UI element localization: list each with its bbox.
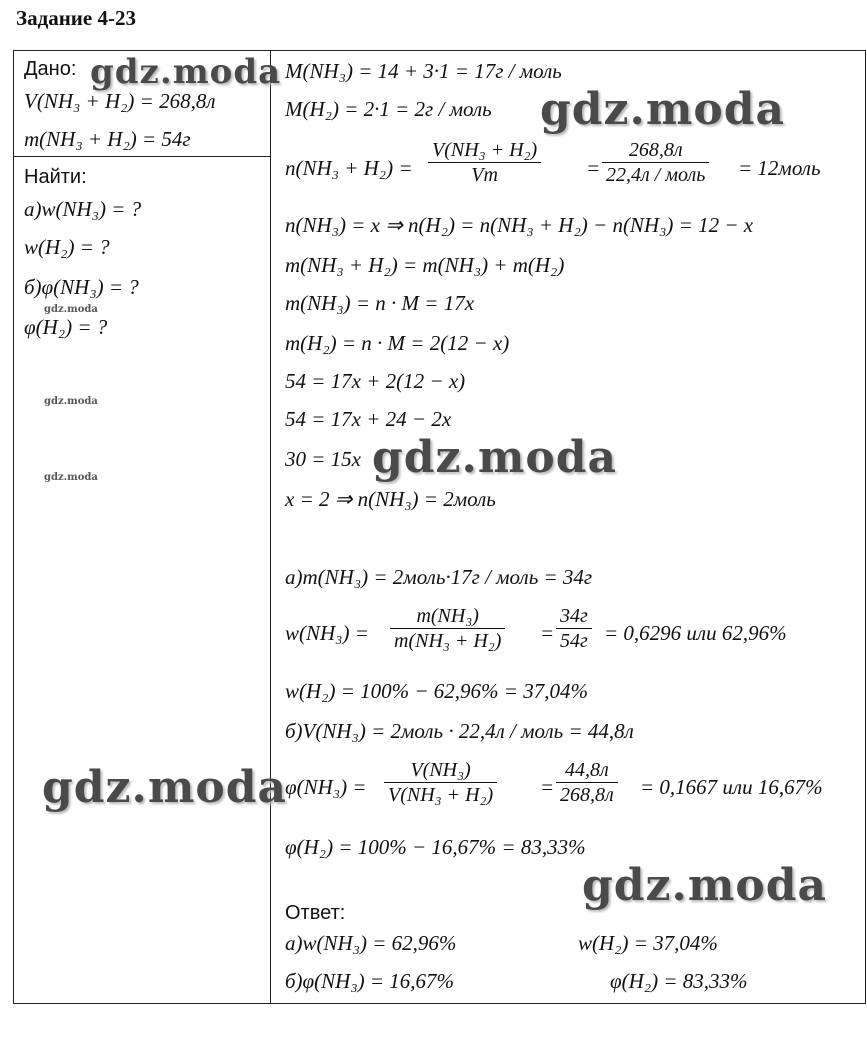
fraction-phi-nh3-values: [556, 758, 618, 807]
fraction-w-nh3-values: [556, 604, 592, 653]
solution-line-14: w(H₂) = 100% − 62,96% = 37,04%: [285, 679, 588, 703]
watermark-logo: gdz.moda: [42, 762, 288, 813]
solution-line-13-lhs: w(NH₃) =: [285, 621, 369, 645]
fraction-n-total-volume: [428, 138, 541, 187]
equals-sign: =: [540, 621, 555, 645]
fraction-denominator: 22,4л / моль: [606, 164, 706, 186]
answer-phi-nh3: б)φ(NH₃) = 16,67%: [285, 969, 455, 993]
given-label: Дано:: [24, 58, 77, 80]
fraction-denominator: 54г: [560, 630, 588, 652]
solution-line-12: а)m(NH₃) = 2моль·17г / моль = 34г: [285, 565, 593, 589]
watermark-logo: gdz.moda: [90, 52, 282, 92]
fraction-w-nh3: [390, 604, 505, 653]
fraction-phi-nh3: [384, 758, 497, 807]
solution-line-6: m(NH₃) = n · M = 17x: [285, 291, 475, 315]
watermark-logo: gdz.moda: [582, 860, 828, 911]
answer-w-h2: w(H₂) = 37,04%: [578, 931, 718, 955]
fraction-denominator: m(NH₃ + H₂): [394, 630, 502, 652]
fraction-denominator: V(NH₃ + H₂): [388, 784, 494, 806]
fraction-denominator: Vm: [471, 164, 498, 186]
fraction-numerator: V(NH₃ + H₂): [432, 139, 538, 161]
fraction-n-total-values: [602, 138, 709, 187]
watermark-logo: gdz.moda: [44, 396, 98, 407]
solution-line-9: 54 = 17x + 24 − 2x: [285, 407, 452, 431]
fraction-numerator: 268,8л: [628, 139, 683, 161]
solution-line-10: 30 = 15x: [285, 447, 361, 471]
find-phi-nh3: б)φ(NH₃) = ?: [24, 275, 139, 299]
equals-sign: =: [586, 156, 601, 180]
solution-line-1: M(NH₃) = 14 + 3·1 = 17г / моль: [285, 59, 562, 83]
watermark-logo: gdz.moda: [44, 472, 98, 483]
solution-line-11: x = 2 ⇒ n(NH₃) = 2моль: [285, 487, 496, 511]
fraction-numerator: m(NH₃): [416, 605, 479, 627]
fraction-numerator: V(NH₃): [410, 759, 471, 781]
solution-line-15: б)V(NH₃) = 2моль · 22,4л / моль = 44,8л: [285, 719, 634, 743]
find-w-nh3: а)w(NH₃) = ?: [24, 197, 142, 221]
watermark-logo: gdz.moda: [540, 84, 786, 135]
solution-line-17: φ(H₂) = 100% − 16,67% = 83,33%: [285, 835, 586, 859]
find-label: Найти:: [24, 166, 87, 188]
find-w-h2: w(H₂) = ?: [24, 235, 110, 259]
find-phi-h2: φ(H₂) = ?: [24, 315, 108, 339]
fraction-denominator: 268,8л: [560, 784, 614, 806]
page-title: Задание 4-23: [16, 6, 136, 30]
fraction-numerator: 34г: [560, 605, 588, 627]
watermark-logo: gdz.moda: [372, 432, 618, 483]
answer-label: Ответ:: [285, 902, 346, 924]
answer-w-nh3: а)w(NH₃) = 62,96%: [285, 931, 457, 955]
solution-line-3-rhs: = 12моль: [738, 156, 821, 180]
solution-line-13-rhs: = 0,6296 или 62,96%: [604, 621, 787, 645]
given-find-divider: [13, 156, 271, 157]
solution-line-2: M(H₂) = 2·1 = 2г / моль: [285, 97, 492, 121]
given-mass: m(NH₃ + H₂) = 54г: [24, 127, 191, 151]
column-divider: [270, 50, 271, 1004]
solution-line-8: 54 = 17x + 2(12 − x): [285, 369, 466, 393]
given-volume: V(NH₃ + H₂) = 268,8л: [24, 89, 216, 113]
equals-sign: =: [540, 775, 555, 799]
solution-line-16-rhs: = 0,1667 или 16,67%: [640, 775, 823, 799]
solution-line-3-lhs: n(NH₃ + H₂) =: [285, 156, 413, 180]
solution-line-5: m(NH₃ + H₂) = m(NH₃) + m(H₂): [285, 253, 565, 277]
solution-line-7: m(H₂) = n · M = 2(12 − x): [285, 331, 510, 355]
solution-line-16-lhs: φ(NH₃) =: [285, 775, 367, 799]
solution-line-4: n(NH₃) = x ⇒ n(H₂) = n(NH₃ + H₂) − n(NH₃) = 12 − x: [285, 213, 754, 237]
watermark-logo: gdz.moda: [44, 304, 98, 315]
answer-phi-h2: φ(H₂) = 83,33%: [610, 969, 748, 993]
fraction-numerator: 44,8л: [565, 759, 609, 781]
